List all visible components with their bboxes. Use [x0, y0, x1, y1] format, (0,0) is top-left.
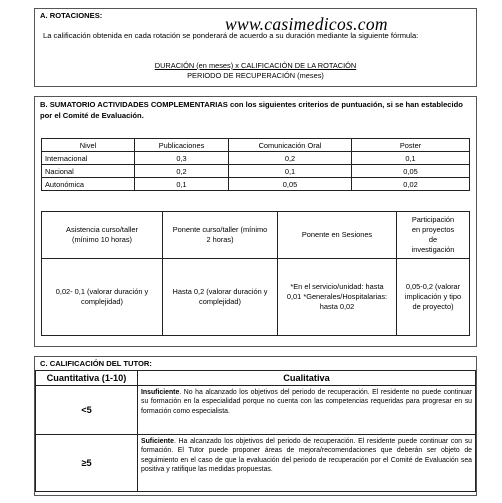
- table-cell: 0,05-0,2 (valorar implicación y tipo de proyecto): [397, 259, 470, 336]
- grade-label: Suficiente: [141, 438, 174, 445]
- table-cell: Nacional: [42, 165, 135, 178]
- table-cell: 0,1: [352, 152, 470, 165]
- table-row: [36, 386, 476, 435]
- section-c-title: C. CALIFICACIÓN DEL TUTOR:: [40, 359, 152, 368]
- table-header-row: [36, 371, 476, 386]
- col-header-qualitative: Cualitativa: [138, 371, 476, 386]
- col-header: Ponente curso/taller (mínimo 2 horas): [163, 212, 278, 259]
- table-cell: 0,2: [135, 165, 229, 178]
- col-header: Asistencia curso/taller (mínimo 10 horas): [42, 212, 163, 259]
- grade-text: . No ha alcanzado los objetivos del periodo de recuperación. El residente no puede continuar su formación en la especialidad porque no cuenta con las competencias requeridas para progresar en su formación como especialista.: [141, 389, 472, 415]
- table-header-row: [42, 139, 470, 152]
- col-header-quantitative: Cuantitativa (1-10): [36, 371, 138, 386]
- activities-points-table: [41, 138, 470, 191]
- table-row: [42, 178, 470, 191]
- col-header: Comunicación Oral: [229, 139, 352, 152]
- table-row: [42, 259, 470, 336]
- watermark: www.casimedicos.com: [225, 14, 388, 34]
- formula: [35, 61, 476, 71]
- table-cell: 0,02- 0,1 (valorar duración y complejidad): [42, 259, 163, 336]
- table-cell: 0,1: [229, 165, 352, 178]
- section-a-title: A. ROTACIONES:: [40, 11, 103, 20]
- formula-numerator: DURACIÓN (en meses) x CALIFICACIÓN DE LA ROTACIÓN: [154, 61, 357, 70]
- col-header: Publicaciones: [135, 139, 229, 152]
- table-cell: 0,3: [135, 152, 229, 165]
- table-cell: 0,05: [352, 165, 470, 178]
- table-cell: Hasta 0,2 (valorar duración y complejidad): [163, 259, 278, 336]
- table-header-row: [42, 212, 470, 259]
- table-cell: 0,1: [135, 178, 229, 191]
- table-cell: 0,02: [352, 178, 470, 191]
- grade-text: . Ha alcanzado los objetivos del periodo de recuperación. El residente puede continuar con su formación. El Tutor puede proponer áreas de mejora/recomendaciones que deberán ser objeto de seguimiento en el caso de que la evaluación del periodo de recuperación por el Comité de Evaluación sea positiva y ratifique las medidas propuestas.: [141, 438, 472, 473]
- table-row: [36, 435, 476, 492]
- table-row: [42, 152, 470, 165]
- section-actividades: [34, 96, 477, 347]
- grade-description: [138, 386, 476, 435]
- section-b-title: B. SUMATORIO ACTIVIDADES COMPLEMENTARIAS con los siguientes criterios de puntuación, si se han establecido por el Comité de Evaluación.: [40, 100, 463, 120]
- table-cell: 0,05: [229, 178, 352, 191]
- table-cell: *En el servicio/unidad: hasta 0,01 *Generales/Hospitalarias: hasta 0,02: [278, 259, 397, 336]
- col-header: Nivel: [42, 139, 135, 152]
- grade-value: <5: [36, 386, 138, 435]
- grade-description: [138, 435, 476, 492]
- section-a-text: La calificación obtenida en cada rotación se ponderará de acuerdo a su duración mediante la siguiente fórmula:: [43, 31, 419, 40]
- col-header: Poster: [352, 139, 470, 152]
- grade-value: ≥5: [36, 435, 138, 492]
- section-tutor: [34, 356, 477, 496]
- table-row: [42, 165, 470, 178]
- grade-label: Insuficiente: [141, 389, 180, 396]
- formula-denominator: PERIODO DE RECUPERACIÓN (meses): [187, 71, 324, 80]
- table-cell: 0,2: [229, 152, 352, 165]
- table-cell: Autonómica: [42, 178, 135, 191]
- tutor-grade-table: [35, 370, 476, 492]
- col-header: Participación en proyectos de investigación: [397, 212, 470, 259]
- table-cell: Internacional: [42, 152, 135, 165]
- col-header: Ponente en Sesiones: [278, 212, 397, 259]
- activities-detail-table: [41, 211, 470, 336]
